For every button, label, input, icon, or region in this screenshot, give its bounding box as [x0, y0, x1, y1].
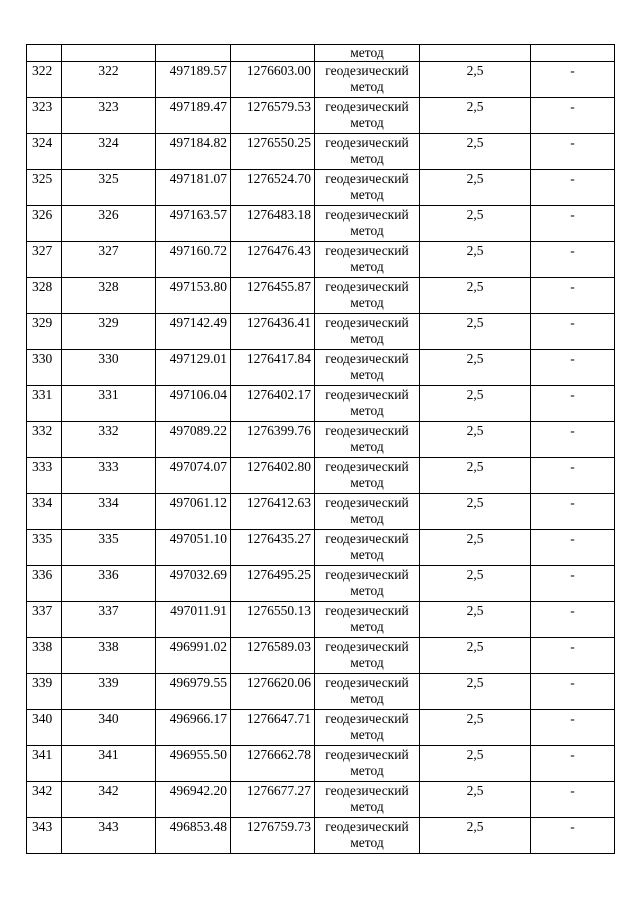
continued-row [27, 45, 615, 62]
point-id-cell: 324 [62, 134, 156, 170]
point-number-cell: 322 [27, 62, 62, 98]
method-line-2: метод [350, 259, 384, 274]
point-id-cell: 335 [62, 530, 156, 566]
accuracy-cell: 2,5 [420, 458, 531, 494]
description-cell: - [531, 422, 615, 458]
method-line-1: геодезический [325, 531, 409, 546]
method-line-2: метод [350, 115, 384, 130]
description-cell: - [531, 134, 615, 170]
point-id-cell: 342 [62, 782, 156, 818]
method-line-1: геодезический [325, 495, 409, 510]
method-cell [315, 314, 420, 350]
description-cell: - [531, 566, 615, 602]
point-number-cell: 339 [27, 674, 62, 710]
point-id-cell: 326 [62, 206, 156, 242]
point-id-cell: 323 [62, 98, 156, 134]
description-cell: - [531, 206, 615, 242]
x-coordinate-cell: 497061.12 [156, 494, 231, 530]
description-cell: - [531, 458, 615, 494]
method-line-2: метод [350, 691, 384, 706]
x-coordinate-cell: 497074.07 [156, 458, 231, 494]
accuracy-cell: 2,5 [420, 170, 531, 206]
accuracy-cell: 2,5 [420, 314, 531, 350]
point-number-cell: 333 [27, 458, 62, 494]
method-line-1: геодезический [325, 63, 409, 78]
point-number-cell: 343 [27, 818, 62, 854]
method-line-2: метод [350, 763, 384, 778]
point-id-cell: 330 [62, 350, 156, 386]
method-line-2: метод [350, 583, 384, 598]
x-coordinate-cell: 497163.57 [156, 206, 231, 242]
method-cell [315, 530, 420, 566]
method-line-1: геодезический [325, 351, 409, 366]
method-cell [315, 98, 420, 134]
method-cell [315, 566, 420, 602]
point-id-cell: 329 [62, 314, 156, 350]
point-id-cell: 338 [62, 638, 156, 674]
accuracy-cell: 2,5 [420, 782, 531, 818]
y-coordinate-cell: 1276550.25 [231, 134, 315, 170]
accuracy-cell: 2,5 [420, 530, 531, 566]
y-coordinate-cell: 1276455.87 [231, 278, 315, 314]
method-cell [315, 782, 420, 818]
y-coordinate-cell: 1276647.71 [231, 710, 315, 746]
method-line-2: метод [350, 367, 384, 382]
table-row [27, 314, 615, 350]
accuracy-cell: 2,5 [420, 494, 531, 530]
table-row [27, 494, 615, 530]
y-coordinate-cell: 1276483.18 [231, 206, 315, 242]
table-row [27, 386, 615, 422]
table-row [27, 206, 615, 242]
table-row [27, 242, 615, 278]
method-cell [315, 134, 420, 170]
x-coordinate-cell: 497184.82 [156, 134, 231, 170]
y-coordinate-cell: 1276759.73 [231, 818, 315, 854]
method-line-2: метод [350, 223, 384, 238]
accuracy-cell: 2,5 [420, 818, 531, 854]
method-line-1: геодезический [325, 819, 409, 834]
point-number-cell: 323 [27, 98, 62, 134]
description-cell: - [531, 818, 615, 854]
point-id-cell: 332 [62, 422, 156, 458]
description-cell: - [531, 530, 615, 566]
method-line-2: метод [350, 619, 384, 634]
accuracy-cell: 2,5 [420, 638, 531, 674]
description-cell: - [531, 494, 615, 530]
y-coordinate-cell: 1276589.03 [231, 638, 315, 674]
x-coordinate-cell: 497106.04 [156, 386, 231, 422]
method-line-2: метод [350, 835, 384, 850]
method-line-2: метод [350, 331, 384, 346]
x-coordinate-cell: 496853.48 [156, 818, 231, 854]
method-cell: метод [315, 45, 420, 62]
table-row [27, 278, 615, 314]
y-coordinate-cell: 1276620.06 [231, 674, 315, 710]
point-number-cell: 342 [27, 782, 62, 818]
x-coordinate-cell: 497032.69 [156, 566, 231, 602]
method-cell [315, 386, 420, 422]
point-id-cell: 327 [62, 242, 156, 278]
point-number-cell: 335 [27, 530, 62, 566]
description-cell: - [531, 710, 615, 746]
method-cell [315, 62, 420, 98]
method-line-1: геодезический [325, 243, 409, 258]
y-coordinate-cell: 1276402.17 [231, 386, 315, 422]
method-line-2: метод [350, 511, 384, 526]
point-number-cell: 325 [27, 170, 62, 206]
x-coordinate-cell: 497129.01 [156, 350, 231, 386]
table-row [27, 674, 615, 710]
accuracy-cell: 2,5 [420, 566, 531, 602]
method-cell [315, 746, 420, 782]
method-line-2: метод [350, 187, 384, 202]
accuracy-cell: 2,5 [420, 278, 531, 314]
y-coordinate-cell: 1276550.13 [231, 602, 315, 638]
method-cell [315, 638, 420, 674]
description-cell: - [531, 278, 615, 314]
accuracy-cell: 2,5 [420, 134, 531, 170]
y-coordinate-cell: 1276412.63 [231, 494, 315, 530]
x-coordinate-cell: 496991.02 [156, 638, 231, 674]
y-coordinate-cell: 1276662.78 [231, 746, 315, 782]
method-line-1: геодезический [325, 603, 409, 618]
point-id-cell: 341 [62, 746, 156, 782]
method-line-1: геодезический [325, 747, 409, 762]
method-line-2: метод [350, 475, 384, 490]
table-row [27, 602, 615, 638]
method-cell [315, 602, 420, 638]
method-line-1: геодезический [325, 459, 409, 474]
accuracy-cell: 2,5 [420, 62, 531, 98]
point-number-cell: 341 [27, 746, 62, 782]
point-number-cell: 329 [27, 314, 62, 350]
table-row [27, 710, 615, 746]
y-coordinate-cell: 1276436.41 [231, 314, 315, 350]
table-row [27, 350, 615, 386]
method-line-1: геодезический [325, 279, 409, 294]
method-line-2: метод [350, 79, 384, 94]
method-line-1: геодезический [325, 387, 409, 402]
y-coordinate-cell: 1276399.76 [231, 422, 315, 458]
x-coordinate-cell: 496955.50 [156, 746, 231, 782]
table-row [27, 566, 615, 602]
method-cell [315, 170, 420, 206]
point-number-cell: 326 [27, 206, 62, 242]
description-cell: - [531, 242, 615, 278]
method-line-2: метод [350, 403, 384, 418]
x-coordinate-cell: 497189.57 [156, 62, 231, 98]
x-coordinate-cell: 497142.49 [156, 314, 231, 350]
point-id-cell: 333 [62, 458, 156, 494]
description-cell: - [531, 674, 615, 710]
empty-cell [531, 45, 615, 62]
method-line-2: метод [350, 439, 384, 454]
empty-cell [231, 45, 315, 62]
y-coordinate-cell: 1276495.25 [231, 566, 315, 602]
method-line-1: геодезический [325, 171, 409, 186]
accuracy-cell: 2,5 [420, 98, 531, 134]
description-cell: - [531, 782, 615, 818]
point-id-cell: 328 [62, 278, 156, 314]
method-line-2: метод [350, 727, 384, 742]
point-number-cell: 327 [27, 242, 62, 278]
table-row [27, 746, 615, 782]
table-row [27, 170, 615, 206]
description-cell: - [531, 350, 615, 386]
accuracy-cell: 2,5 [420, 350, 531, 386]
description-cell: - [531, 746, 615, 782]
table-body [27, 45, 615, 854]
x-coordinate-cell: 496979.55 [156, 674, 231, 710]
method-cell [315, 242, 420, 278]
y-coordinate-cell: 1276435.27 [231, 530, 315, 566]
point-number-cell: 332 [27, 422, 62, 458]
point-id-cell: 325 [62, 170, 156, 206]
description-cell: - [531, 386, 615, 422]
point-number-cell: 334 [27, 494, 62, 530]
method-line-2: метод [350, 799, 384, 814]
point-id-cell: 339 [62, 674, 156, 710]
description-cell: - [531, 98, 615, 134]
method-cell [315, 494, 420, 530]
method-line-1: геодезический [325, 783, 409, 798]
method-cell [315, 458, 420, 494]
point-id-cell: 331 [62, 386, 156, 422]
y-coordinate-cell: 1276603.00 [231, 62, 315, 98]
point-number-cell: 328 [27, 278, 62, 314]
point-id-cell: 340 [62, 710, 156, 746]
method-line-1: геодезический [325, 135, 409, 150]
x-coordinate-cell: 497181.07 [156, 170, 231, 206]
description-cell: - [531, 638, 615, 674]
y-coordinate-cell: 1276677.27 [231, 782, 315, 818]
x-coordinate-cell: 496942.20 [156, 782, 231, 818]
method-line-1: геодезический [325, 99, 409, 114]
accuracy-cell: 2,5 [420, 386, 531, 422]
x-coordinate-cell: 497160.72 [156, 242, 231, 278]
accuracy-cell: 2,5 [420, 422, 531, 458]
table-row [27, 422, 615, 458]
description-cell: - [531, 602, 615, 638]
method-cell [315, 710, 420, 746]
accuracy-cell: 2,5 [420, 242, 531, 278]
empty-cell [62, 45, 156, 62]
table-row [27, 638, 615, 674]
table-row [27, 782, 615, 818]
x-coordinate-cell: 497051.10 [156, 530, 231, 566]
method-line-1: геодезический [325, 639, 409, 654]
method-cell [315, 350, 420, 386]
method-cell [315, 206, 420, 242]
method-line-1: геодезический [325, 315, 409, 330]
point-number-cell: 324 [27, 134, 62, 170]
method-line-2: метод [350, 151, 384, 166]
method-cell [315, 674, 420, 710]
method-line-2: метод [350, 295, 384, 310]
empty-cell [27, 45, 62, 62]
y-coordinate-cell: 1276524.70 [231, 170, 315, 206]
method-cell [315, 278, 420, 314]
description-cell: - [531, 170, 615, 206]
method-line-1: геодезический [325, 567, 409, 582]
description-cell: - [531, 62, 615, 98]
table-row [27, 818, 615, 854]
table-row [27, 530, 615, 566]
x-coordinate-cell: 497189.47 [156, 98, 231, 134]
method-line-2: метод [350, 655, 384, 670]
point-number-cell: 337 [27, 602, 62, 638]
accuracy-cell: 2,5 [420, 206, 531, 242]
point-id-cell: 322 [62, 62, 156, 98]
x-coordinate-cell: 496966.17 [156, 710, 231, 746]
y-coordinate-cell: 1276476.43 [231, 242, 315, 278]
x-coordinate-cell: 497089.22 [156, 422, 231, 458]
x-coordinate-cell: 497011.91 [156, 602, 231, 638]
method-cell [315, 818, 420, 854]
table-row [27, 134, 615, 170]
point-id-cell: 334 [62, 494, 156, 530]
coordinates-table [26, 44, 615, 854]
y-coordinate-cell: 1276579.53 [231, 98, 315, 134]
method-cell [315, 422, 420, 458]
method-line-1: геодезический [325, 423, 409, 438]
description-cell: - [531, 314, 615, 350]
y-coordinate-cell: 1276417.84 [231, 350, 315, 386]
accuracy-cell: 2,5 [420, 602, 531, 638]
x-coordinate-cell: 497153.80 [156, 278, 231, 314]
point-id-cell: 343 [62, 818, 156, 854]
point-number-cell: 331 [27, 386, 62, 422]
empty-cell [420, 45, 531, 62]
y-coordinate-cell: 1276402.80 [231, 458, 315, 494]
empty-cell [156, 45, 231, 62]
point-id-cell: 337 [62, 602, 156, 638]
point-number-cell: 340 [27, 710, 62, 746]
method-line-1: геодезический [325, 207, 409, 222]
point-number-cell: 338 [27, 638, 62, 674]
accuracy-cell: 2,5 [420, 746, 531, 782]
method-line-1: геодезический [325, 675, 409, 690]
table-row [27, 458, 615, 494]
method-line-2: метод [350, 547, 384, 562]
point-number-cell: 330 [27, 350, 62, 386]
method-line-1: геодезический [325, 711, 409, 726]
accuracy-cell: 2,5 [420, 710, 531, 746]
table-row [27, 62, 615, 98]
accuracy-cell: 2,5 [420, 674, 531, 710]
point-number-cell: 336 [27, 566, 62, 602]
table-row [27, 98, 615, 134]
point-id-cell: 336 [62, 566, 156, 602]
